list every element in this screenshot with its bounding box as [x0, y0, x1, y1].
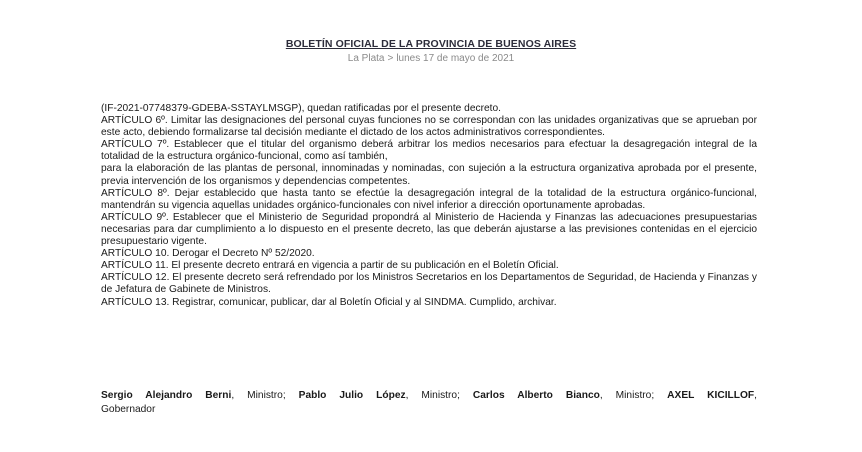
article-7: ARTÍCULO 7º. Establecer que el titular del organismo deberá arbitrar los medios necesarios para efectuar la desagregación integral de la totalidad de la estructura orgánico-funcional, como así también, — [101, 139, 757, 163]
article-11: ARTÍCULO 11. El presente decreto entrará en vigencia a partir de su publicación en el Boletín Oficial. — [101, 260, 559, 272]
signer-name-4: AXEL KICILLOF — [667, 390, 755, 401]
signer-role-4: Gobernador — [101, 404, 156, 415]
article-7-continued: para la elaboración de las plantas de personal, innominadas y nominadas, con sujeción a la estructura organizativa aprobada por el presente, previa intervención de los organismos y dependencias competentes. — [101, 163, 757, 187]
dateline-date: lunes 17 de mayo de 2021 — [396, 53, 515, 64]
signature-line: Sergio Alejandro Berni, Ministro; Pablo Julio López, Ministro; Carlos Alberto Bianco, Ministro; AXEL KICILLOF, — [101, 390, 757, 401]
signer-role-2: Ministro; — [421, 390, 460, 401]
article-10: ARTÍCULO 10. Derogar el Decreto Nº 52/2020. — [101, 248, 315, 260]
article-9: ARTÍCULO 9º. Establecer que el Ministerio de Seguridad propondrá al Ministerio de Hacienda y Finanzas las adecuaciones presupuestarias necesarias para dar cumplimiento a lo dispuesto en el presente decreto, las que deberán ajustarse a las previsiones contenidas en el ejercicio presupuestario vigente. — [101, 211, 757, 248]
paragraph-ratification: (IF-2021-07748379-GDEBA-SSTAYLMSGP), quedan ratificadas por el presente decreto. — [101, 103, 501, 114]
decree-body — [101, 103, 757, 309]
article-8: ARTÍCULO 8º. Dejar establecido que hasta tanto se efectúe la desagregación integral de la totalidad de la estructura orgánico-funcional, mantendrán su vigencia aquellas unidades orgánico-funcionales con nivel inferior a dirección oportunamente aprobadas. — [101, 187, 757, 211]
bulletin-title: BOLETÍN OFICIAL DE LA PROVINCIA DE BUENOS AIRES — [285, 38, 577, 50]
signer-role-3: Ministro; — [615, 390, 655, 401]
article-6: ARTÍCULO 6º. Limitar las designaciones del personal cuyas funciones no se correspondan con las unidades organizativas que se aprueban por este acto, debiendo formalizarse tal decisión mediante el dictado de los actos administrativos correspondientes. — [101, 115, 757, 139]
signer-role-1: Ministro; — [247, 390, 286, 401]
article-12: ARTÍCULO 12. El presente decreto será refrendado por los Ministros Secretarios en los Departamentos de Seguridad, de Hacienda y Finanzas y de Jefatura de Gabinete de Ministros. — [101, 272, 757, 296]
document-header — [0, 38, 862, 64]
article-13: ARTÍCULO 13. Registrar, comunicar, publicar, dar al Boletín Oficial y al SINDMA. Cumplido, archivar. — [101, 296, 557, 308]
signer-name-2: Pablo Julio López — [298, 390, 406, 401]
dateline-place: La Plata — [347, 53, 385, 64]
signer-name-3: Carlos Alberto Bianco — [472, 390, 600, 401]
dateline-separator: > — [387, 53, 394, 64]
bulletin-dateline — [0, 53, 862, 64]
signer-name-1: Sergio Alejandro Berni — [101, 390, 232, 401]
